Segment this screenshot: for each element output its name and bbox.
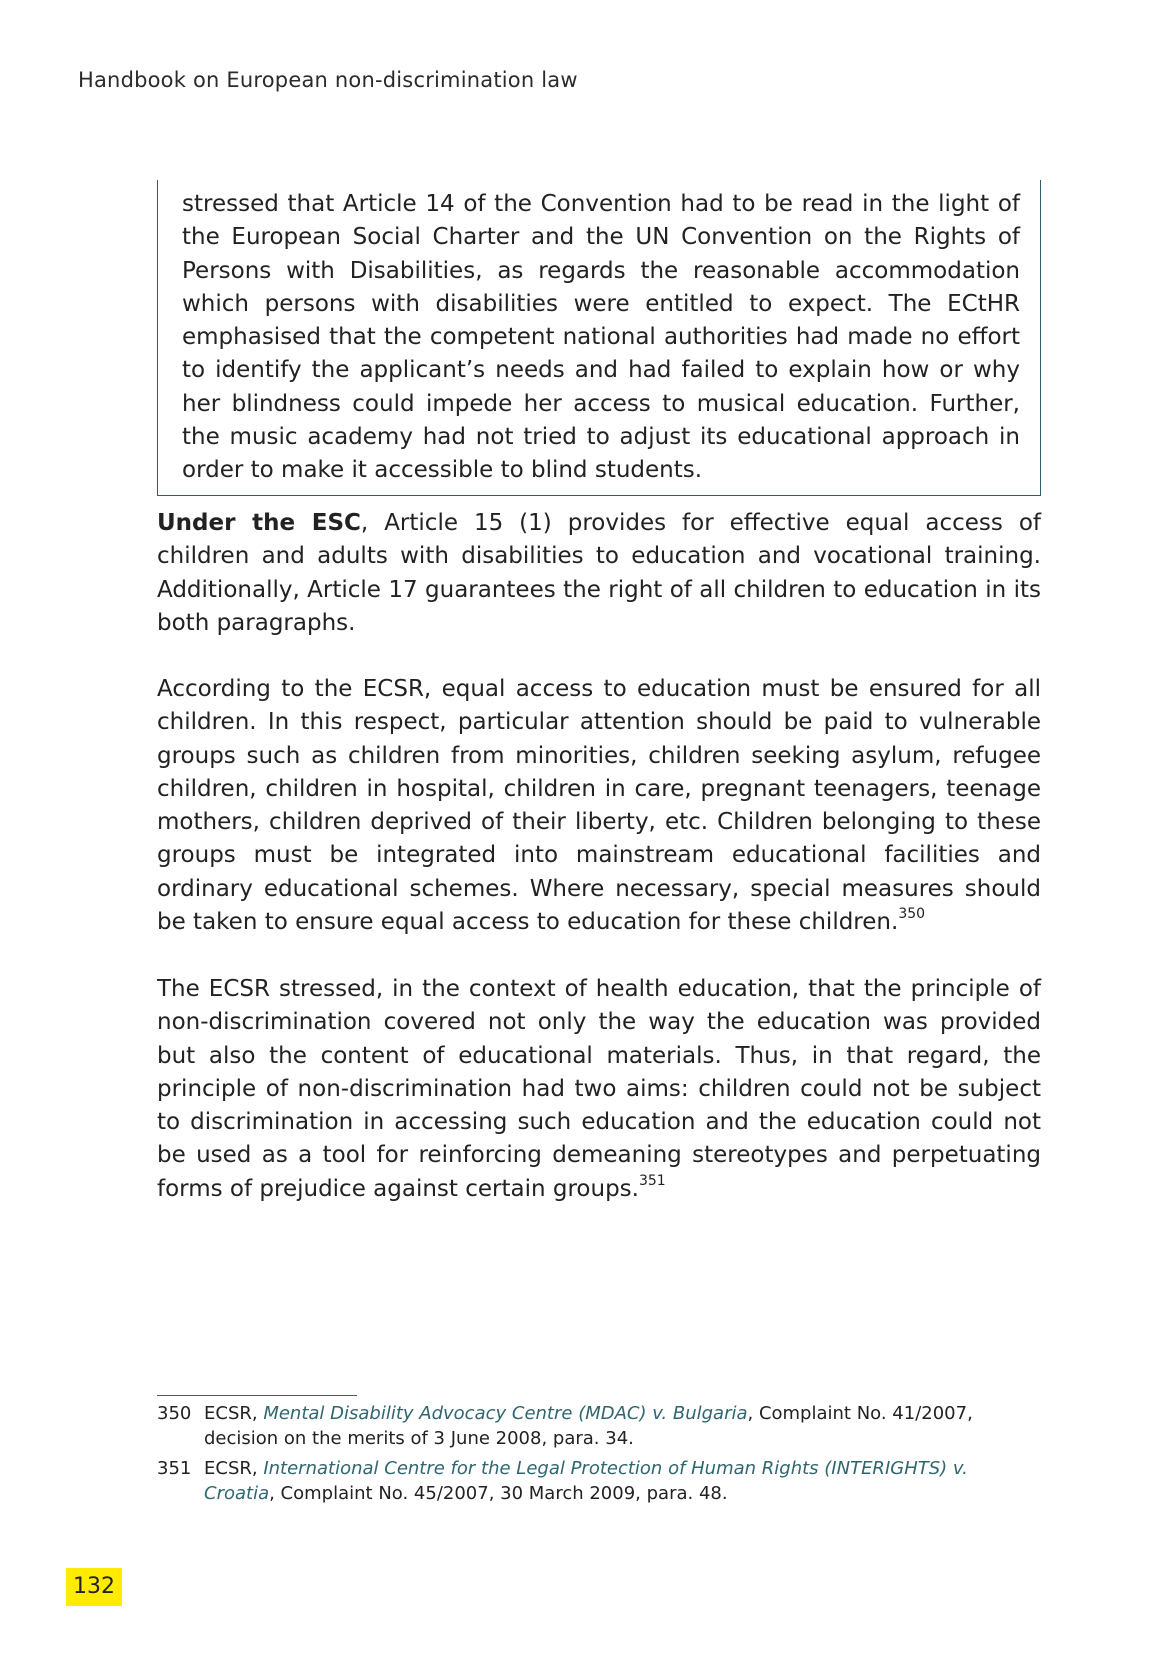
footnote-text: [204, 1401, 1041, 1451]
paragraph-lead-bold: Under the ESC: [157, 510, 361, 536]
footnote-350: [157, 1401, 1041, 1451]
footnote-text: [204, 1456, 1041, 1506]
paragraph-esc-article-15: [157, 507, 1041, 640]
footnote-suffix: , Complaint No. 41/2007, decision on the merits of 3 June 2008, para. 34.: [204, 1403, 973, 1449]
footnote-prefix: ECSR,: [204, 1458, 264, 1479]
page-number-badge: 132: [66, 1568, 122, 1606]
footnote-divider: [157, 1395, 357, 1396]
paragraph-text: The ECSR stressed, in the context of health education, that the principle of non-discrimination covered not only the way the education was provided but also the content of educational materials. Thus, in that regard, the principle of non-discrimination had two aims: children could not be subject to discrimination in accessing such education and the education could not be used as a tool for reinforcing demeaning stereotypes and perpetuating forms of prejudice against certain groups.: [157, 976, 1041, 1202]
footnote-case-link[interactable]: International Centre for the Legal Protection of Human Rights (INTERIGHTS) v. Croatia: [204, 1458, 968, 1504]
case-example-text: stressed that Article 14 of the Convention had to be read in the light of the European Social Charter and the UN Convention on the Rights of Persons with Disabilities, as regards the reasonable accommodation which persons with disabilities were entitled to expect. The ECtHR emphasised that the competent national authorities had made no effort to identify the applicant’s needs and had failed to explain how or why her blindness could impede her access to musical education. Further, the music academy had not tried to adjust its educational approach in order to make it accessible to blind students.: [182, 191, 1020, 484]
footnote-number: 350: [157, 1403, 192, 1424]
paragraph-text: According to the ECSR, equal access to education must be ensured for all children. In this respect, particular attention should be paid to vulnerable groups such as children from minorities, children seeking asylum, refugee children, children in hospital, children in care, pregnant teenagers, teenage mothers, children deprived of their liberty, etc. Children belonging to these groups must be integrated into mainstream educational facilities and ordinary educational schemes. Where necessary, special measures should be taken to ensure equal access to education for these children.: [157, 676, 1041, 936]
paragraph-text: , Article 15 (1) provides for effective equal access of children and adults with disabilities to education and vocational training. Additionally, Article 17 guarantees the right of all children to education in its both paragraphs.: [157, 510, 1041, 636]
footnote-ref-351[interactable]: 351: [638, 1173, 666, 1190]
running-header: Handbook on European non-discrimination law: [78, 68, 578, 92]
footnote-351: [157, 1456, 1041, 1506]
footnote-prefix: ECSR,: [204, 1403, 264, 1424]
paragraph-ecsr-health-education: [157, 973, 1041, 1206]
footnote-suffix: , Complaint No. 45/2007, 30 March 2009, para. 48.: [269, 1483, 728, 1504]
footnote-ref-350[interactable]: 350: [898, 906, 926, 923]
paragraph-ecsr-equal-access: [157, 673, 1041, 939]
footnote-case-link[interactable]: Mental Disability Advocacy Centre (MDAC) v. Bulgaria: [263, 1403, 748, 1424]
footnote-number: 351: [157, 1458, 192, 1479]
case-example-box: [157, 180, 1041, 496]
